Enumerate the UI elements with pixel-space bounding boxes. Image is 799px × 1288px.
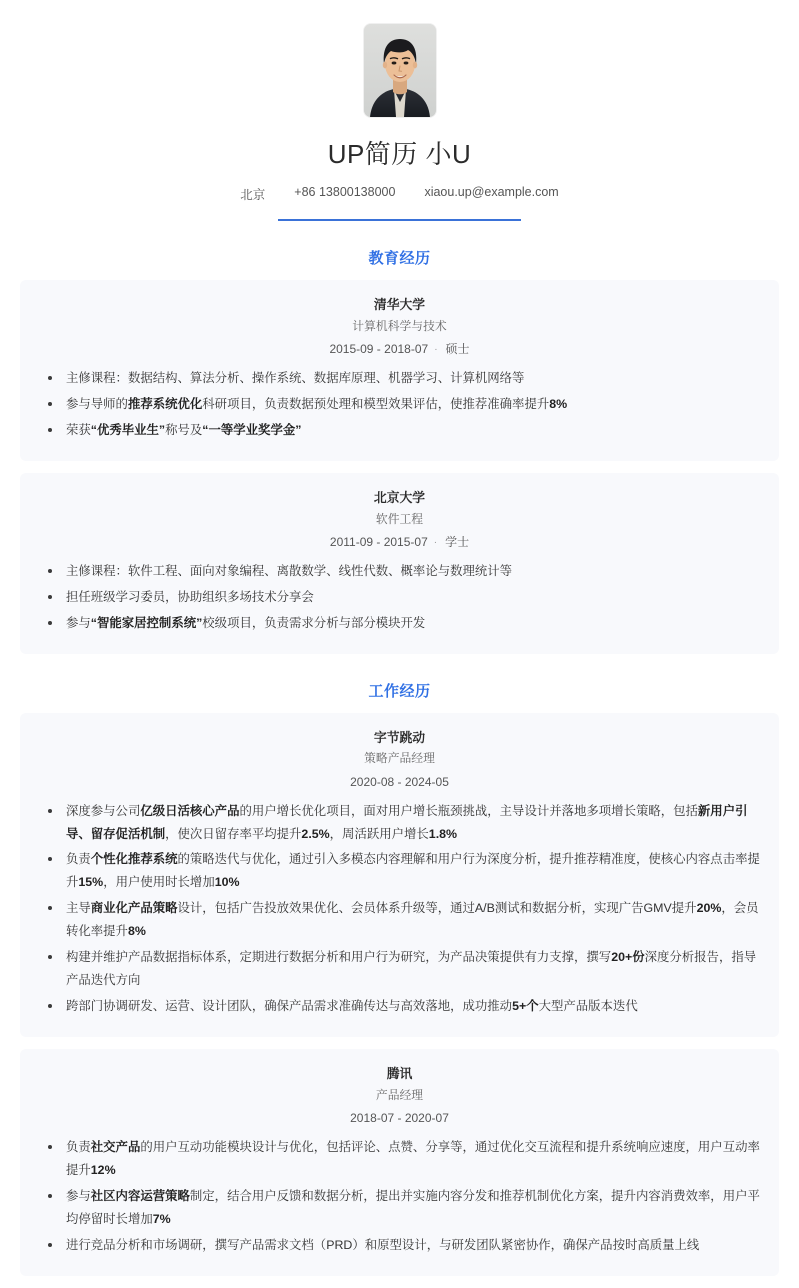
body-text: 进行竞品分析和市场调研，撰写产品需求文档（PRD）和原型设计，与研发团队紧密协作，确保产品按时高质量上线 — [66, 1237, 700, 1252]
degree-label: 学士 — [445, 534, 470, 549]
date-text: 2020-08 - 2024-05 — [350, 774, 449, 789]
list-item — [34, 1234, 765, 1257]
body-text: 深度分析报告，指导产品迭代方向 — [66, 950, 757, 988]
body-text: ，用户使用时长增加 — [103, 875, 215, 890]
section-title: 工作经历 — [368, 682, 431, 700]
body-text: ，周活跃用户增长 — [329, 826, 429, 841]
card-header — [34, 1063, 765, 1130]
organization-name: 腾讯 — [386, 1066, 413, 1082]
body-text: 的用户互动功能模块设计与优化，包括评论、点赞、分享等，通过优化交互流程和提升系统响应速度，用户互动率提升 — [66, 1140, 760, 1177]
body-text: 大型产品版本迭代 — [538, 999, 638, 1014]
date-text: 2011-09 - 2015-07 — [329, 534, 428, 549]
highlight-text: 20% — [696, 901, 722, 916]
body-text: 荣获 — [66, 422, 91, 437]
role-title: 计算机科学与技术 — [352, 318, 447, 333]
body-text: 担任班级学习委员，协助组织多场技术分享会 — [66, 589, 314, 604]
highlight-text: 新用户引导、留存促活机制 — [66, 803, 748, 841]
highlight-text: 1.8% — [428, 826, 458, 841]
list-item — [34, 995, 765, 1018]
contact-location: 北京 — [240, 188, 266, 202]
body-text: ，会员转化率提升 — [66, 901, 759, 939]
bullet-list — [34, 367, 765, 442]
body-text: 深度参与公司 — [66, 803, 141, 818]
body-text: 主导 — [66, 901, 91, 916]
card-header — [34, 727, 765, 794]
date-range — [34, 1106, 765, 1130]
card-header — [34, 487, 765, 554]
experience-card — [20, 713, 779, 1037]
list-item — [34, 419, 765, 442]
organization-name: 北京大学 — [373, 489, 426, 505]
highlight-text: 商业化产品策略 — [90, 901, 178, 916]
avatar-container — [20, 24, 779, 117]
body-text: 主修课程：软件工程、面向对象编程、离散数学、线性代数、概率论与数理统计等 — [66, 563, 513, 578]
portrait-photo-icon — [364, 24, 436, 117]
avatar — [364, 24, 436, 117]
resume-section — [20, 239, 779, 654]
role-title: 软件工程 — [375, 511, 424, 526]
bullet-list — [34, 560, 765, 635]
role-title: 产品经理 — [375, 1087, 424, 1102]
highlight-text: “智能家居控制系统” — [90, 615, 203, 630]
body-text: 参与 — [66, 615, 91, 630]
highlight-text: 15% — [78, 875, 104, 890]
contact-email: xiaou.up@example.com — [424, 185, 559, 199]
body-text: 设计，包括广告投放效果优化、会员体系升级等，通过A/B测试和数据分析，实现广告GMV提升 — [177, 901, 697, 916]
highlight-text: 社交产品 — [90, 1140, 141, 1154]
body-text: 科研项目，负责数据预处理和模型效果评估，使推荐准确率提升 — [202, 396, 550, 411]
section-title: 教育经历 — [368, 250, 431, 267]
body-text: ，使次日留存率平均提升 — [165, 826, 302, 841]
experience-card — [20, 280, 779, 461]
organization-name: 字节跳动 — [373, 729, 426, 745]
highlight-text: 7% — [152, 1211, 171, 1226]
list-item — [34, 1136, 765, 1182]
highlight-text: “一等学业奖学金” — [202, 422, 302, 437]
highlight-text: 20+份 — [611, 950, 645, 965]
body-text: 称号及 — [165, 422, 203, 437]
list-item — [34, 897, 765, 943]
resume-sections — [20, 239, 779, 1276]
highlight-text: 10% — [214, 875, 240, 890]
resume-header — [20, 0, 779, 221]
date-text: 2018-07 - 2020-07 — [350, 1111, 449, 1125]
header-divider — [278, 219, 521, 221]
body-text: 跨部门协调研发、运营、设计团队，确保产品需求准确传达与高效落地，成功推动 — [66, 999, 513, 1014]
highlight-text: 8% — [549, 396, 568, 411]
list-item — [34, 1185, 765, 1231]
highlight-text: 5+个 — [512, 999, 539, 1014]
bullet-list — [34, 1136, 765, 1257]
card-header — [34, 294, 765, 361]
body-text: 参与 — [66, 1188, 91, 1203]
experience-card — [20, 473, 779, 654]
date-range — [34, 337, 765, 361]
contact-phone: +86 13800138000 — [294, 185, 396, 199]
highlight-text: 12% — [90, 1162, 116, 1177]
list-item — [34, 848, 765, 894]
header-divider-container — [20, 219, 779, 221]
body-text: 的用户增长优化项目，面对用户增长瓶颈挑战，主导设计并落地多项增长策略，包括 — [239, 803, 698, 818]
bullet-list — [34, 800, 765, 1018]
contact-list — [20, 185, 779, 203]
body-text: 构建并维护产品数据指标体系，定期进行数据分析和用户行为研究，为产品决策提供有力支撑，撰写 — [66, 950, 612, 965]
page-title: UP简历 小U — [327, 139, 472, 169]
highlight-text: 个性化推荐系统 — [90, 852, 178, 867]
separator-dot: · — [434, 343, 438, 355]
list-item — [34, 800, 765, 846]
body-text: 制定，结合用户反馈和数据分析，提出并实施内容分发和推荐机制优化方案，提升内容消费效率，用户平均停留时长增加 — [66, 1188, 760, 1226]
highlight-text: 2.5% — [301, 826, 330, 841]
date-range — [34, 770, 765, 794]
date-text: 2015-09 - 2018-07 — [329, 341, 429, 356]
highlight-text: 8% — [127, 924, 146, 939]
list-item — [34, 560, 765, 583]
body-text: 校级项目，负责需求分析与部分模块开发 — [202, 615, 426, 630]
organization-name: 清华大学 — [373, 297, 426, 312]
body-text: 的策略迭代与优化，通过引入多模态内容理解和用户行为深度分析，提升推荐精准度，使核心内容点击率提升 — [66, 852, 760, 890]
experience-card — [20, 1049, 779, 1276]
list-item — [34, 586, 765, 609]
separator-dot: · — [433, 536, 438, 548]
degree-label: 硕士 — [445, 341, 470, 356]
body-text: 主修课程：数据结构、算法分析、操作系统、数据库原理、机器学习、计算机网络等 — [66, 370, 525, 385]
list-item — [34, 946, 765, 992]
list-item — [34, 367, 765, 390]
date-range — [34, 530, 765, 554]
highlight-text: 社区内容运营策略 — [90, 1188, 190, 1203]
role-title: 策略产品经理 — [364, 751, 435, 766]
body-text: 负责 — [66, 1140, 91, 1154]
list-item — [34, 393, 765, 416]
highlight-text: 推荐系统优化 — [127, 396, 203, 411]
resume-section — [20, 672, 779, 1276]
highlight-text: 亿级日活核心产品 — [140, 803, 240, 818]
body-text: 参与导师的 — [66, 396, 128, 411]
body-text: 负责 — [66, 852, 91, 867]
list-item — [34, 612, 765, 635]
highlight-text: “优秀毕业生” — [90, 422, 166, 437]
